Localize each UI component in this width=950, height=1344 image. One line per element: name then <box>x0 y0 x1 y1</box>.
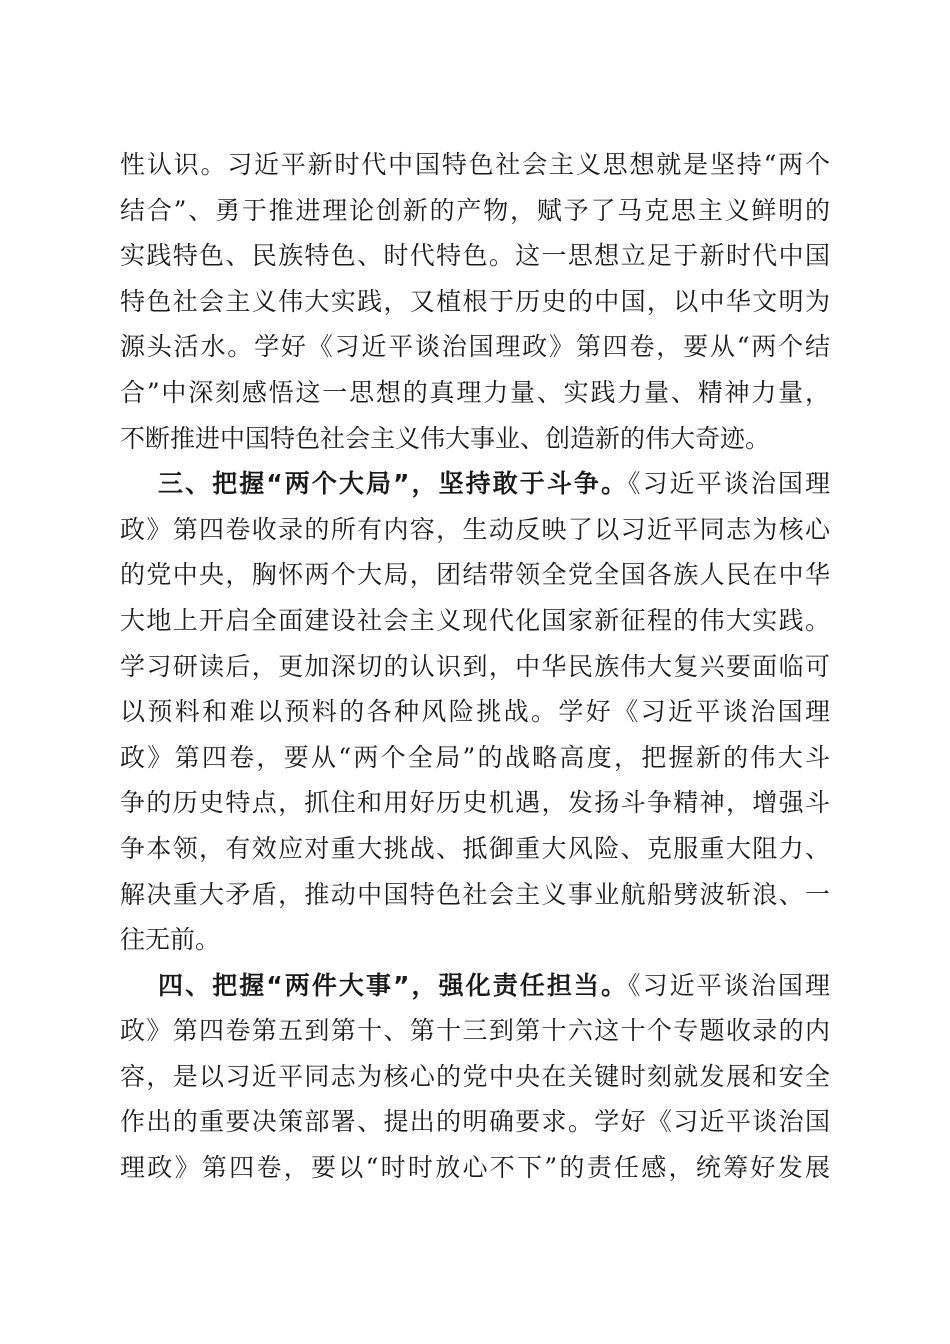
paragraph-line: 学习研读后，更加深切的认识到，中华民族伟大复兴要面临可 <box>120 651 830 681</box>
section-4-first-line <box>120 963 830 1009</box>
paragraph-line: 争本领，有效应对重大挑战、抵御重大风险、克服重大阻力、 <box>120 833 830 863</box>
paragraph-line: 大地上开启全面建设社会主义现代化国家新征程的伟大实践。 <box>120 605 830 635</box>
section-3-first-line-text: 《习近平谈治国理 <box>628 469 830 499</box>
paragraph-line: 政》第四卷第五到第十、第十三到第十六这十个专题收录的内 <box>120 1016 830 1046</box>
paragraph-line: 政》第四卷收录的所有内容，生动反映了以习近平同志为核心 <box>120 514 830 544</box>
paragraph-line: 实践特色、民族特色、时代特色。这一思想立足于新时代中国 <box>120 241 830 271</box>
paragraph-line: 政》第四卷，要从“两个全局”的战略高度，把握新的伟大斗 <box>120 742 830 772</box>
section-4-first-line-text: 《习近平谈治国理 <box>628 970 830 1000</box>
paragraph-line: 争的历史特点，抓住和用好历史机遇，发扬斗争精神，增强斗 <box>120 788 830 818</box>
paragraph-line: 性认识。习近平新时代中国特色社会主义思想就是坚持“两个 <box>120 150 830 179</box>
section-4-heading: 四、把握“两件大事”，强化责任担当。 <box>158 970 629 1000</box>
paragraph-line: 往无前。 <box>120 925 221 955</box>
paragraph-line: 合”中深刻感悟这一思想的真理力量、实践力量、精神力量， <box>120 377 830 407</box>
document-body <box>120 142 830 1191</box>
section-3-heading: 三、把握“两个大局”，坚持敢于斗争。 <box>158 469 629 499</box>
paragraph-line: 解决重大矛盾，推动中国特色社会主义事业航船劈波斩浪、一 <box>120 879 830 909</box>
paragraph-line: 的党中央，胸怀两个大局，团结带领全党全国各族人民在中华 <box>120 560 830 590</box>
paragraph-line: 容，是以习近平同志为核心的党中央在关键时刻就发展和安全 <box>120 1061 830 1091</box>
paragraph-line: 不断推进中国特色社会主义伟大事业、创造新的伟大奇迹。 <box>120 423 771 453</box>
paragraph-line: 结合”、勇于推进理论创新的产物，赋予了马克思主义鲜明的 <box>120 195 830 225</box>
paragraph-line: 源头活水。学好《习近平谈治国理政》第四卷，要从“两个结 <box>120 332 830 362</box>
paragraph-line: 特色社会主义伟大实践，又植根于历史的中国，以中华文明为 <box>120 286 830 316</box>
paragraph-line: 以预料和难以预料的各种风险挑战。学好《习近平谈治国理 <box>120 697 830 727</box>
section-3-first-line <box>120 461 830 507</box>
paragraph-line: 作出的重要决策部署、提出的明确要求。学好《习近平谈治国 <box>120 1107 830 1137</box>
paragraph-line: 理政》第四卷，要以“时时放心不下”的责任感，统筹好发展 <box>120 1153 830 1183</box>
